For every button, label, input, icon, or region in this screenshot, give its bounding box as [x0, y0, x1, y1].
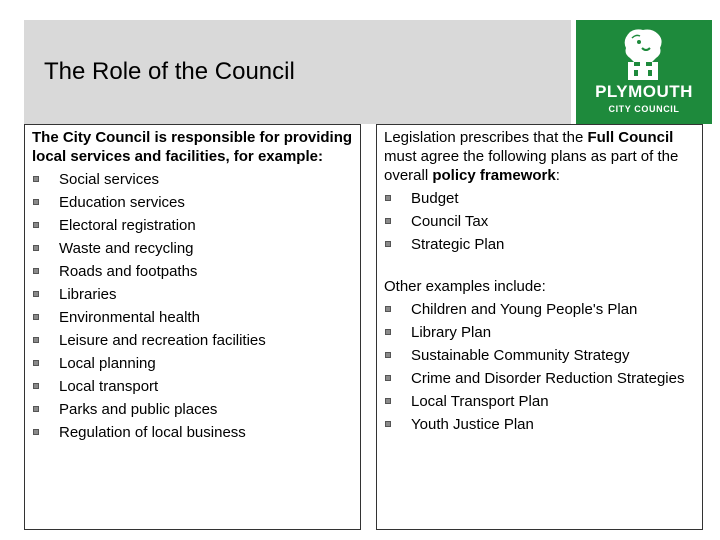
list-item: [32, 239, 354, 258]
list-item-label: Youth Justice Plan: [411, 416, 534, 433]
list-item: [32, 331, 354, 350]
bullet-icon: [33, 360, 39, 366]
page-title: The Role of the Council: [44, 58, 295, 85]
bullet-icon: [33, 314, 39, 320]
list-item-label: Regulation of local business: [59, 424, 246, 441]
list-item: [384, 346, 696, 365]
right-intro: [384, 128, 696, 185]
list-item-label: Local Transport Plan: [411, 393, 549, 410]
council-logo: [576, 20, 712, 124]
list-item: [384, 415, 696, 434]
bullet-icon: [33, 291, 39, 297]
lion-crest-icon: [620, 28, 666, 84]
section-gap: [384, 254, 696, 277]
list-item-label: Council Tax: [411, 213, 489, 230]
list-item-label: Library Plan: [411, 324, 492, 341]
list-item-label: Roads and footpaths: [59, 263, 198, 280]
list-item-label: Crime and Disorder Reduction Strategies: [411, 370, 685, 387]
bullet-icon: [385, 352, 391, 358]
list-item-label: Education services: [59, 194, 185, 211]
list-item: [384, 392, 696, 411]
list-item-label: Leisure and recreation facilities: [59, 332, 266, 349]
list-item: [32, 354, 354, 373]
bullet-icon: [385, 421, 391, 427]
list-item: [384, 235, 696, 254]
list-item: [384, 369, 696, 388]
logo-subtitle: CITY COUNCIL: [608, 104, 680, 114]
list-item-label: Budget: [411, 190, 459, 207]
intro-text: must agree the following plans as part of the overall: [384, 148, 679, 184]
list-item: [32, 216, 354, 235]
bullet-icon: [385, 306, 391, 312]
list-item-label: Strategic Plan: [411, 236, 505, 253]
list-item: [32, 193, 354, 212]
list-item-label: Parks and public places: [59, 401, 218, 418]
bullet-icon: [33, 245, 39, 251]
list-item: [32, 170, 354, 189]
list-item: [384, 300, 696, 319]
intro-text: :: [555, 167, 560, 184]
list-item-label: Environmental health: [59, 309, 200, 326]
list-item: [384, 189, 696, 208]
list-item: [384, 323, 696, 342]
bullet-icon: [33, 199, 39, 205]
bullet-icon: [33, 176, 39, 182]
other-examples-list: [384, 300, 696, 434]
bullet-icon: [33, 222, 39, 228]
left-panel: [24, 124, 361, 530]
other-intro: Other examples include:: [384, 278, 546, 295]
bullet-icon: [385, 375, 391, 381]
logo-name: PLYMOUTH: [595, 82, 693, 101]
policy-framework-list: [384, 189, 696, 254]
list-item: [32, 308, 354, 327]
right-panel: [376, 124, 703, 530]
list-item-label: Electoral registration: [59, 217, 196, 234]
bullet-icon: [33, 383, 39, 389]
list-item-label: Waste and recycling: [59, 240, 194, 257]
bullet-icon: [33, 429, 39, 435]
intro-text: Legislation prescribes that the: [384, 129, 588, 146]
list-item: [32, 262, 354, 281]
left-intro: The City Council is responsible for providing local services and facilities, for example:: [32, 129, 353, 165]
bullet-icon: [385, 241, 391, 247]
list-item-label: Libraries: [59, 286, 117, 303]
bullet-icon: [33, 268, 39, 274]
bullet-icon: [385, 218, 391, 224]
intro-emphasis: policy framework: [432, 167, 556, 184]
list-item: [32, 423, 354, 442]
list-item: [32, 377, 354, 396]
intro-emphasis: Full Council: [587, 129, 674, 146]
list-item-label: Children and Young People's Plan: [411, 301, 638, 318]
list-item-label: Social services: [59, 171, 160, 188]
list-item: [32, 400, 354, 419]
bullet-icon: [33, 337, 39, 343]
bullet-icon: [385, 329, 391, 335]
bullet-icon: [33, 406, 39, 412]
bullet-icon: [385, 398, 391, 404]
list-item-label: Sustainable Community Strategy: [411, 347, 630, 364]
list-item-label: Local transport: [59, 378, 159, 395]
list-item: [384, 212, 696, 231]
services-list: [32, 170, 354, 442]
list-item: [32, 285, 354, 304]
bullet-icon: [385, 195, 391, 201]
list-item-label: Local planning: [59, 355, 156, 372]
